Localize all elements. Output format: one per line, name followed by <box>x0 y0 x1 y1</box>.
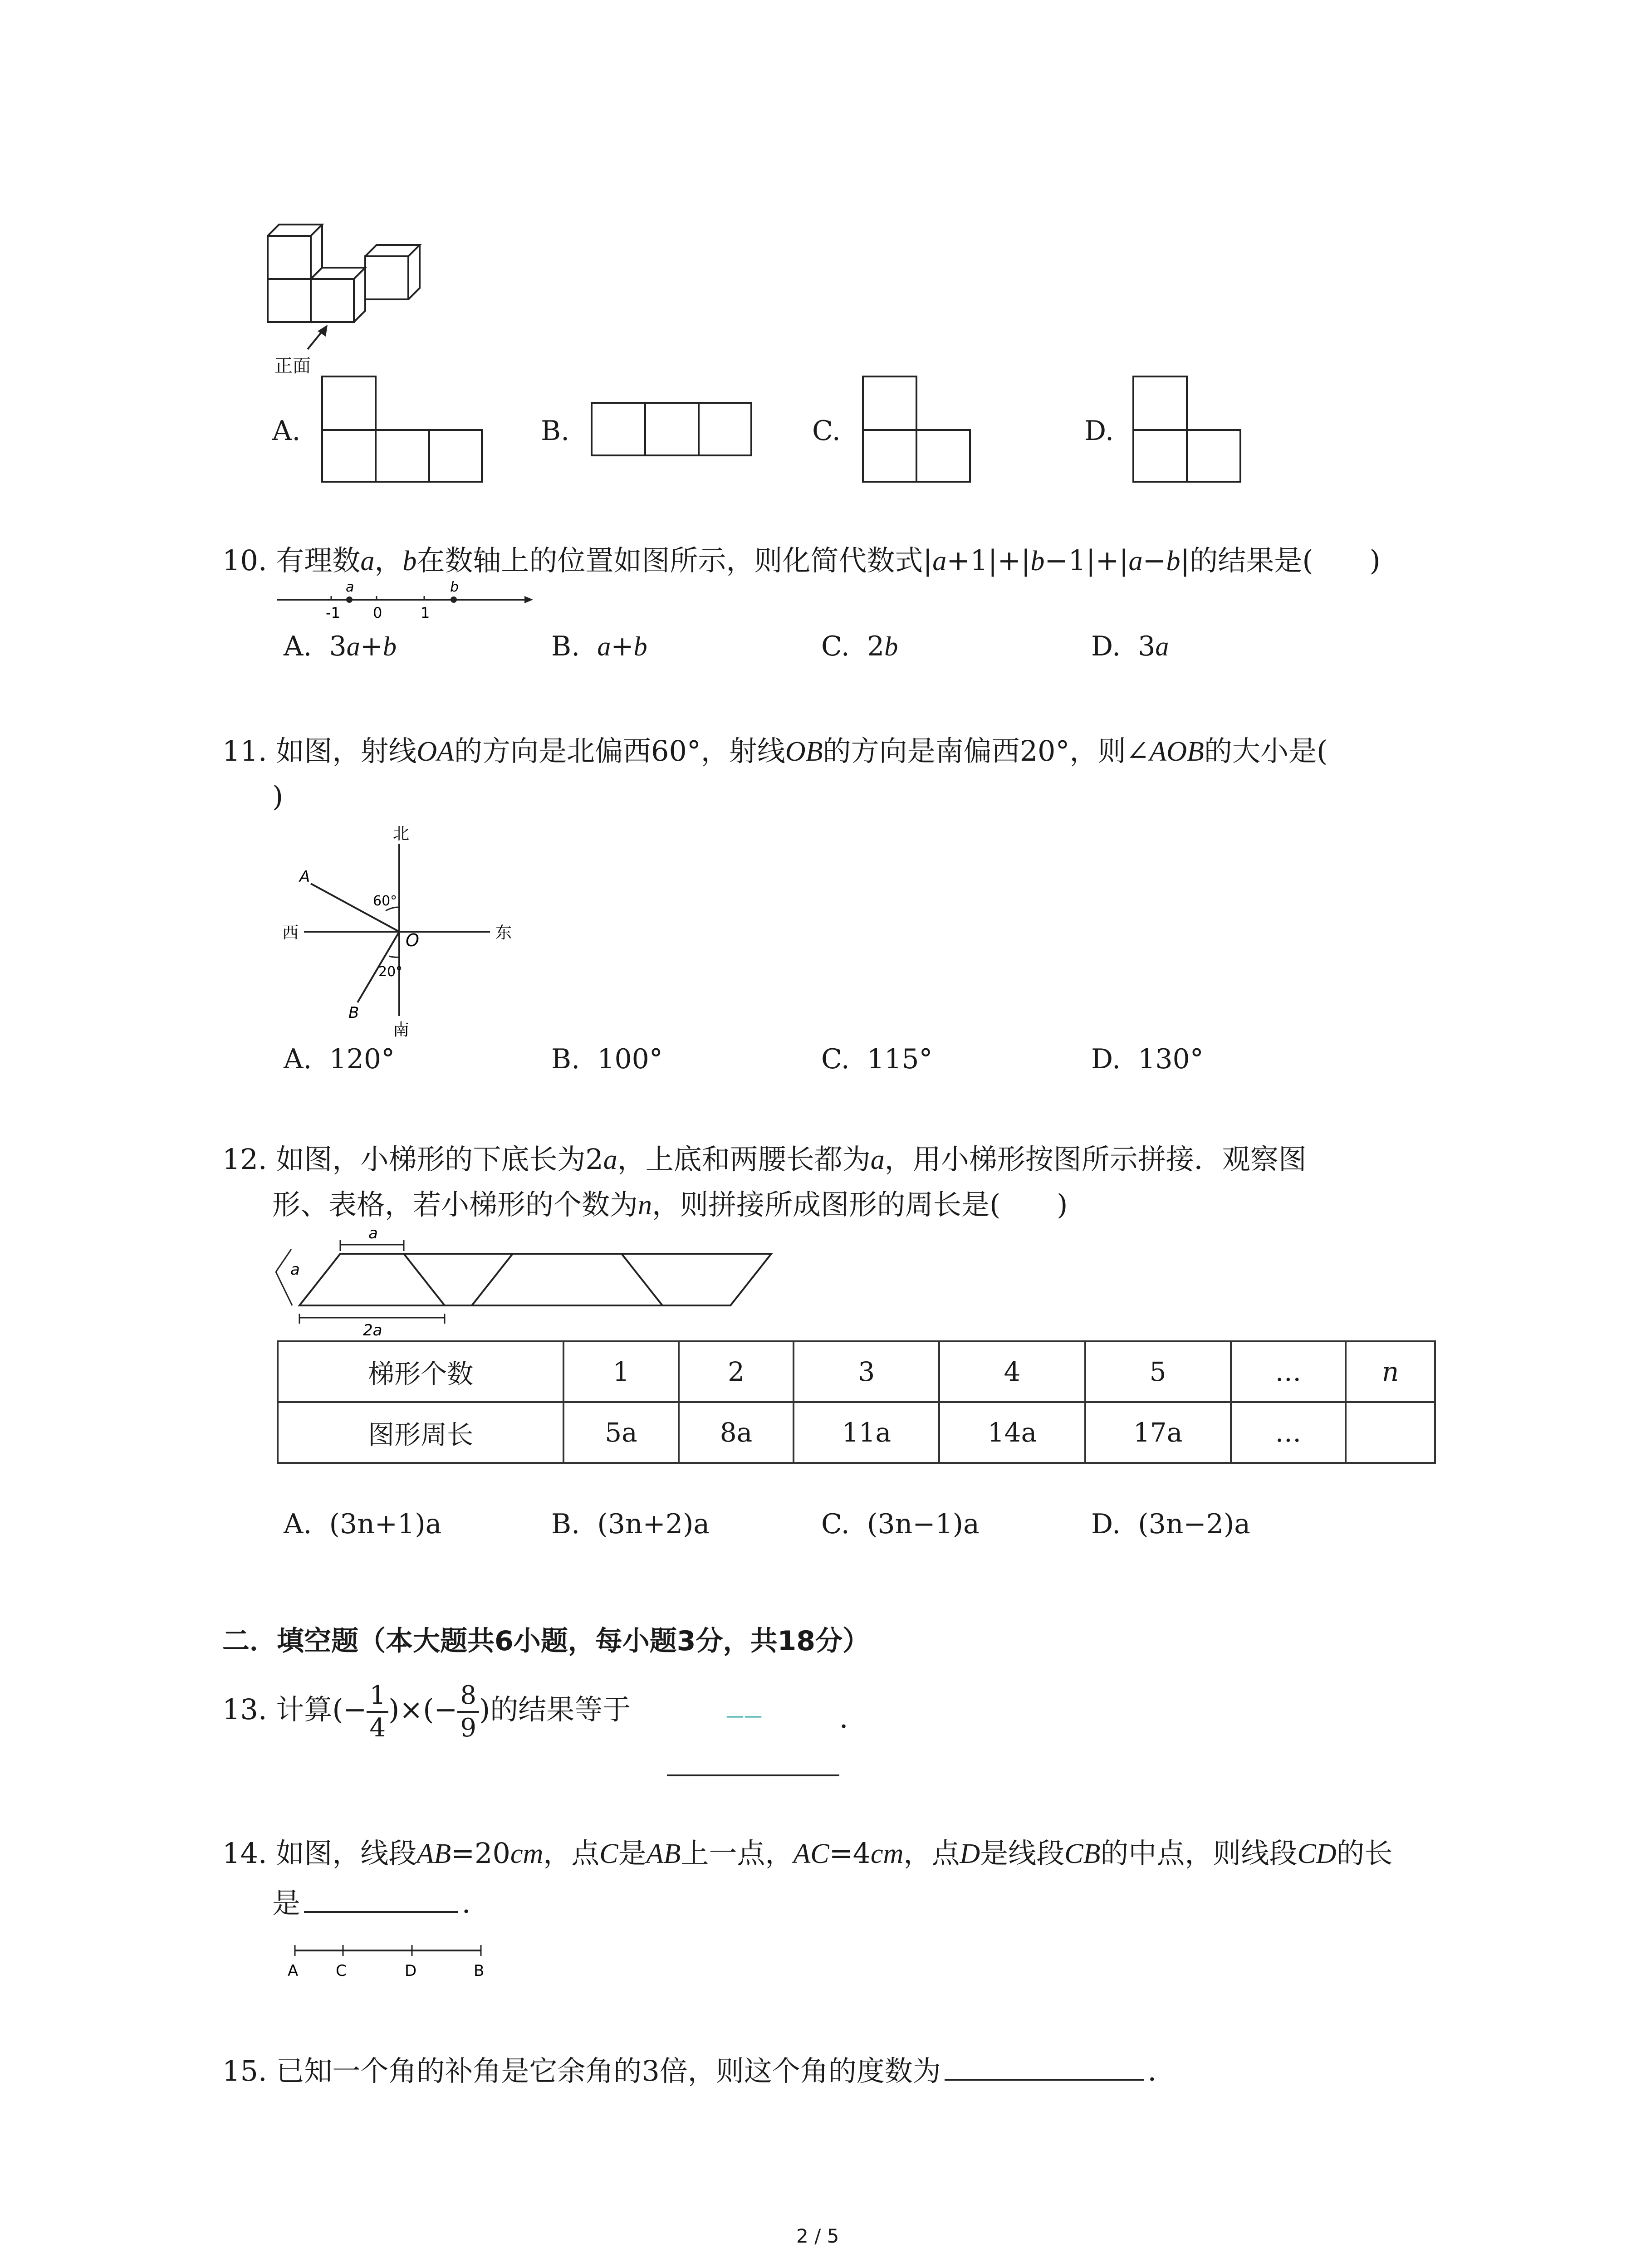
q14-point-b: B <box>474 1962 485 1980</box>
q13-answer-blank[interactable] <box>667 1774 839 1776</box>
q14-segment-figure <box>281 1937 495 1987</box>
q13-answer-dash: —— <box>726 1706 762 1726</box>
q15-answer-blank[interactable] <box>945 2079 1144 2081</box>
q11-option-a[interactable]: A. 120° <box>284 1043 395 1075</box>
q10-axis-label-0: 0 <box>373 604 382 621</box>
q11-option-c[interactable]: C. 115° <box>821 1043 933 1075</box>
q14-stem-line1: 14. 如图，线段AB=20cm，点C是AB上一点，AC=4cm，点D是线段CB的中点，则线段CD的长 <box>222 1837 1393 1870</box>
q9-option-b-label[interactable]: B. <box>541 415 570 447</box>
q11-b-label: B <box>348 1004 359 1022</box>
q11-angle-20-label: 20° <box>378 964 403 980</box>
q10-option-b[interactable]: B. a+b <box>551 631 647 662</box>
section-2-title: 二．填空题（本大题共6小题，每小题3分，共18分） <box>222 1625 870 1657</box>
q10-axis-label-1: 1 <box>421 604 430 621</box>
q13-fraction-2: $\frac{8}{9}$ <box>457 1683 479 1741</box>
q12-option-b[interactable]: B. (3n+2)a <box>551 1508 710 1540</box>
q12-fig-bottom-label: 2a <box>363 1321 382 1338</box>
q12-fig-top-label: a <box>368 1225 378 1242</box>
table-cell: 17a <box>1085 1402 1231 1463</box>
table-cell: 14a <box>939 1402 1085 1463</box>
q9-option-b-figure <box>590 401 753 457</box>
q9-option-a-figure <box>320 375 484 484</box>
table-cell: 2 <box>679 1341 794 1402</box>
q9-front-label: 正面 <box>274 356 311 376</box>
q11-east-label: 东 <box>495 924 512 942</box>
q10-option-a[interactable]: A. 3a+b <box>284 631 397 662</box>
table-cell: 1 <box>563 1341 679 1402</box>
q9-option-a-label[interactable]: A. <box>272 415 301 447</box>
q10-number-line <box>272 581 535 626</box>
q12-trapezoid-figure <box>272 1225 785 1338</box>
table-cell: 11a <box>794 1402 939 1463</box>
q11-angle-60-label: 60° <box>373 893 397 909</box>
q14-point-d: D <box>405 1962 417 1980</box>
q10-point-a-label: a <box>346 581 354 595</box>
q12-option-d[interactable]: D. (3n−2)a <box>1091 1508 1251 1540</box>
q14-stem-line2: 是 ． <box>272 1887 490 1920</box>
table-cell: 3 <box>794 1341 939 1402</box>
q13-stem: 13. 计算(− $\frac{1}{4}$ )×(− $\frac{8}{9}$ )的结果等于 <box>222 1681 631 1743</box>
q10-stem: 10. 有理数a，b在数轴上的位置如图所示，则化简代数式|a+1|+|b−1|+|a−b|的结果是( ) <box>222 544 1381 577</box>
q11-south-label: 南 <box>393 1021 410 1039</box>
q14-point-c: C <box>336 1962 347 1980</box>
table-cell: 8a <box>679 1402 794 1463</box>
q10-option-d[interactable]: D. 3a <box>1091 631 1169 662</box>
q11-o-label: O <box>406 930 419 950</box>
table-cell: 5 <box>1085 1341 1231 1402</box>
q12-row1-header: 梯形个数 <box>278 1341 563 1402</box>
q10-axis-label-minus1: -1 <box>326 604 340 621</box>
q11-option-b[interactable]: B. 100° <box>551 1043 663 1075</box>
q12-option-a[interactable]: A. (3n+1)a <box>284 1508 442 1540</box>
q12-stem-line2: 形、表格，若小梯形的个数为n，则拼接所成图形的周长是( ) <box>272 1188 1068 1221</box>
q10-option-c[interactable]: C. 2b <box>821 631 898 662</box>
q11-north-label: 北 <box>393 825 410 843</box>
table-cell <box>1346 1402 1435 1463</box>
q9-option-d-label[interactable]: D. <box>1084 415 1114 447</box>
q14-point-a: A <box>288 1962 299 1980</box>
q12-fig-side-label: a <box>290 1261 300 1279</box>
q15-stem: 15. 已知一个角的补角是它余角的3倍，则这个角的度数为 ． <box>222 2054 1176 2087</box>
page-number: 2 / 5 <box>796 2225 839 2247</box>
q11-stem-line2: ) <box>272 780 284 813</box>
q13-fraction-1: $\frac{1}{4}$ <box>367 1683 388 1741</box>
q9-option-c-label[interactable]: C. <box>812 415 841 447</box>
table-cell: … <box>1231 1341 1346 1402</box>
q12-stem-line1: 12. 如图，小梯形的下底长为2a，上底和两腰长都为a，用小梯形按图所示拼接．观察图 <box>222 1143 1307 1176</box>
q14-answer-blank[interactable] <box>304 1911 458 1913</box>
table-cell: 4 <box>939 1341 1085 1402</box>
table-row <box>278 1402 1435 1463</box>
q11-option-d[interactable]: D. 130° <box>1091 1043 1204 1075</box>
q11-west-label: 西 <box>282 924 299 942</box>
table-cell: n <box>1346 1341 1435 1402</box>
q11-stem: 11. 如图，射线OA的方向是北偏西60°，射线OB的方向是南偏西20°，则∠AOB的大小是( <box>222 734 1328 767</box>
table-cell: … <box>1231 1402 1346 1463</box>
q12-row2-header: 图形周长 <box>278 1402 563 1463</box>
q11-a-label: A <box>299 868 310 886</box>
q12-data-table <box>277 1340 1436 1464</box>
table-row <box>278 1341 1435 1402</box>
q9-option-d-figure <box>1132 375 1242 484</box>
q9-option-c-figure <box>861 375 972 484</box>
table-cell: 5a <box>563 1402 679 1463</box>
q12-option-c[interactable]: C. (3n−1)a <box>821 1508 980 1540</box>
q13-period: ． <box>839 1701 868 1735</box>
q11-compass-figure <box>277 821 522 1043</box>
q10-point-b-label: b <box>450 581 459 595</box>
